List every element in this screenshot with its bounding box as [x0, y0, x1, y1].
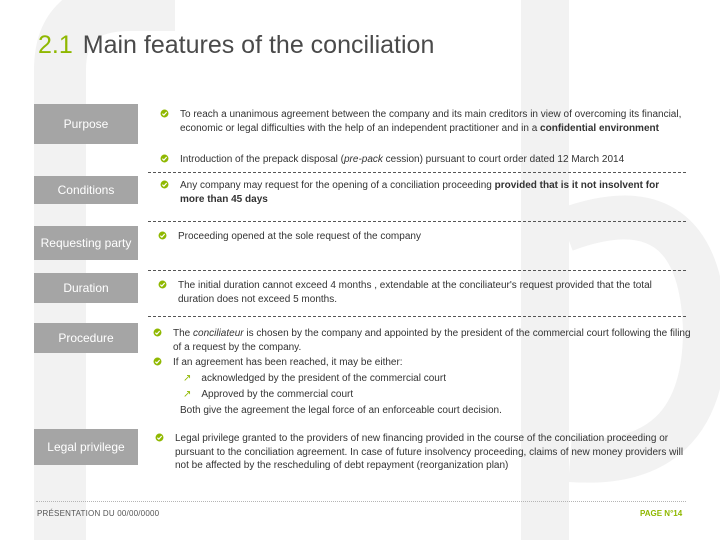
procedure-bullet-1-after: is chosen by the company and appointed by the president of the commercial court following the filing of a request by the company. — [173, 328, 691, 353]
bullet-check-icon — [158, 231, 167, 240]
procedure-sub-item-1-text: acknowledged by the president of the commercial court — [201, 373, 446, 384]
procedure-bullet-2-text: If an agreement has been reached, it may be either: — [173, 357, 403, 368]
procedure-bullet-1-italic: conciliateur — [193, 328, 244, 339]
bullet-check-icon — [153, 328, 162, 337]
row-separator — [148, 221, 686, 222]
label-procedure: Procedure — [34, 323, 138, 353]
label-duration: Duration — [34, 273, 138, 303]
footer-presentation-date: PRÉSENTATION DU 00/00/0000 — [37, 509, 160, 518]
privilege-bullet-text: Legal privilege granted to the providers of new financing provided in the course of the conciliation proceeding or pursuant to the conciliation agreement. In case of future insolvency proceeding, claims of new money providers will not be affected by the rescheduling of debt repayment (reorganization plan) — [175, 433, 684, 471]
arrow-up-right-icon: ↗ — [183, 389, 192, 400]
bullet-purpose-1 — [160, 108, 685, 135]
footer-divider — [36, 501, 686, 502]
label-purpose: Purpose — [34, 104, 138, 144]
bullet-check-icon — [158, 280, 167, 289]
page-title — [38, 31, 434, 60]
procedure-bullet-1-before: The — [173, 328, 194, 339]
bullet-procedure-1 — [153, 327, 700, 354]
bullet-conditions-1 — [160, 179, 680, 206]
row-separator — [148, 270, 686, 271]
bullet-purpose-2 — [160, 153, 685, 167]
bullet-check-icon — [160, 154, 169, 163]
bullet-procedure-2 — [153, 356, 683, 370]
bullet-requesting-1 — [158, 230, 678, 244]
arrow-up-right-icon: ↗ — [183, 373, 192, 384]
conditions-bullet-bold: provided that is it not insolvent for more than 45 days — [180, 180, 660, 205]
bullet-privilege-1 — [155, 432, 685, 473]
bullet-check-icon — [160, 180, 169, 189]
bullet-check-icon — [155, 433, 164, 442]
title-text: Main features of the conciliation — [82, 31, 435, 59]
purpose-bullet-1-bold: confidential environment — [540, 122, 659, 134]
bullet-check-icon — [153, 357, 162, 366]
procedure-sub-item-2 — [183, 388, 353, 401]
requesting-bullet-text: Proceeding opened at the sole request of the company — [178, 231, 421, 242]
purpose-bullet-2-italic: pre-pack — [343, 154, 383, 165]
bullet-check-icon — [160, 109, 169, 118]
row-separator — [148, 316, 686, 317]
purpose-bullet-1-text: To reach a unanimous agreement between the company and its main creditors in view of overcoming its financial, economic or legal difficulties with the help of an independent practitioner and in a — [180, 109, 682, 134]
procedure-sub-item-1 — [183, 372, 446, 385]
label-legal-privilege: Legal privilege — [34, 429, 138, 465]
row-separator — [148, 172, 686, 173]
section-number: 2.1 — [38, 31, 73, 59]
label-conditions: Conditions — [34, 176, 138, 204]
procedure-sub-item-2-text: Approved by the commercial court — [201, 389, 354, 400]
procedure-closing-text: Both give the agreement the legal force of an enforceable court decision. — [180, 405, 502, 416]
conditions-bullet-text: Any company may request for the opening of a conciliation proceeding — [180, 180, 495, 191]
duration-bullet-text: The initial duration cannot exceed 4 months , extendable at the conciliateur's request provided that the total duration does not exceed 5 months. — [178, 280, 652, 305]
bullet-duration-1 — [158, 279, 680, 306]
purpose-bullet-2-after: cession) pursuant to court order dated 12 March 2014 — [382, 154, 625, 165]
purpose-bullet-2-before: Introduction of the prepack disposal ( — [180, 154, 344, 165]
footer-page-number: PAGE N°14 — [640, 509, 683, 518]
label-requesting-party: Requesting party — [34, 226, 138, 260]
